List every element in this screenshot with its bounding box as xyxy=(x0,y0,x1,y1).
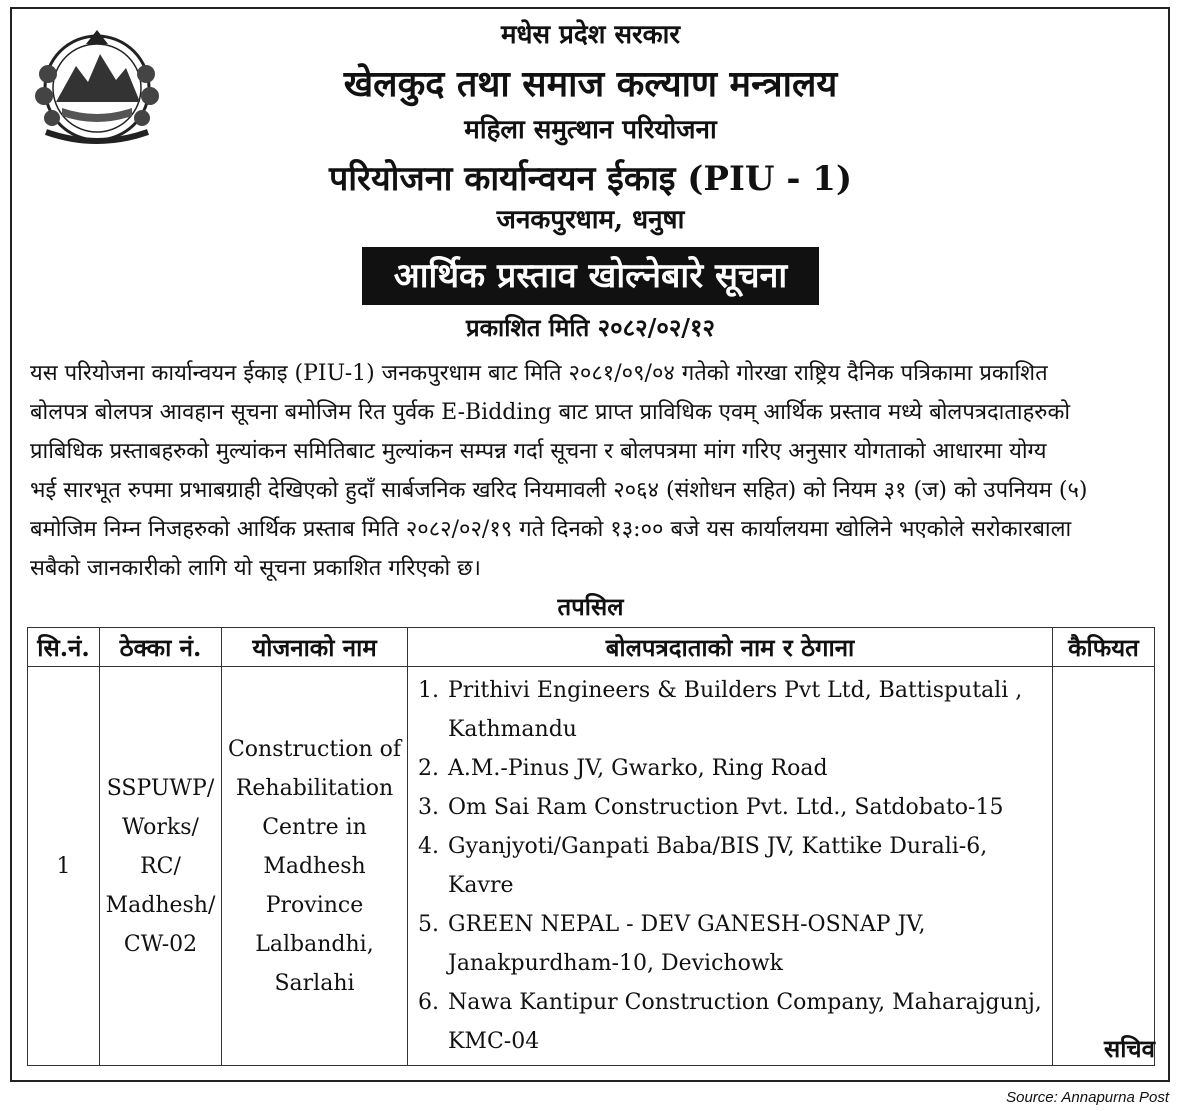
col-header-contract: ठेक्का नं. xyxy=(100,628,222,667)
bidder-number: 5. xyxy=(418,912,439,937)
bidder-line: Prithivi Engineers & Builders Pvt Ltd, Battisputali , xyxy=(448,678,1023,703)
project-line: Rehabilitation xyxy=(235,775,394,801)
col-header-bidders: बोलपत्रदाताको नाम र ठेगाना xyxy=(408,628,1053,667)
published-date: प्रकाशित मिति २०८२/०२/१२ xyxy=(465,313,716,342)
project-name: महिला समुत्थान परियोजना xyxy=(464,115,717,145)
bidder-line: A.M.-Pinus JV, Gwarko, Ring Road xyxy=(448,756,828,781)
col-header-remarks: कैफियत xyxy=(1053,628,1155,667)
project-line: Sarlahi xyxy=(274,970,355,996)
bidder-number: 6. xyxy=(418,990,439,1015)
bidder-item xyxy=(418,671,1052,749)
col-header-project: योजनाको नाम xyxy=(222,628,408,667)
contract-line: RC/ xyxy=(140,853,181,879)
body-line: बोलपत्र बोलपत्र आवहान सूचना बमोजिम रित पुर्वक E-Bidding बाट प्राप्त प्राविधिक एवम् आर्थिक प्रस्ताव मध्ये बोलपत्रदाताहरुको xyxy=(30,400,1071,425)
bidder-line: Janakpurdham-10, Devichowk xyxy=(448,951,783,976)
schedule-title: तपसिल xyxy=(557,592,624,621)
bidder-line: Gyanjyoti/Ganpati Baba/BIS JV, Kattike Durali-6, xyxy=(448,834,988,859)
bidder-number: 1. xyxy=(418,678,439,703)
body-line: बमोजिम निम्न निजहरुको आर्थिक प्रस्ताब मिति २०८२/०२/१९ गते दिनको १३:०० बजे यस कार्यालयमा खोलिने भएकोले सरोकारबाला xyxy=(30,517,1072,542)
bidder-item xyxy=(418,905,1052,983)
source-credit: Source: Annapurna Post xyxy=(1006,1089,1169,1106)
bidder-number: 3. xyxy=(418,795,439,820)
notice-body xyxy=(30,354,1158,588)
bidder-item xyxy=(418,827,1052,905)
notice-title: आर्थिक प्रस्ताव खोल्नेबारे सूचना xyxy=(362,247,819,305)
body-line: प्राबिधिक प्रस्ताबहरुको मुल्यांकन समितिबाट मुल्यांकन सम्पन्न गर्दा सूचना र बोलपत्रमा मांग गरिए अनुसार योगताको आधारमा योग्य xyxy=(30,439,1047,464)
government-name: मधेस प्रदेश सरकार xyxy=(500,20,681,50)
cell-bidders xyxy=(408,667,1053,1066)
contract-line: CW-02 xyxy=(123,931,198,957)
bidder-number: 2. xyxy=(418,756,439,781)
contract-line: Works/ xyxy=(122,814,199,840)
project-line: Centre in xyxy=(262,814,367,840)
contract-line: Madhesh/ xyxy=(105,892,216,918)
body-line: भई सारभूत रुपमा प्रभाबग्राही देखिएको हुदाँ सार्बजनिक खरिद नियमावली २०६४ (संशोधन सहित) को नियम ३१ (ज) को उपनियम (५) xyxy=(30,478,1088,503)
project-line: Madhesh xyxy=(263,853,366,879)
cell-project-name xyxy=(222,667,408,1066)
bidder-line: Nawa Kantipur Construction Company, Maharajgunj, KMC-04 xyxy=(448,990,1042,1054)
bidder-number: 4. xyxy=(418,834,439,859)
ministry-name: खेलकुद तथा समाज कल्याण मन्त्रालय xyxy=(343,63,838,105)
body-line: सबैको जानकारीको लागि यो सूचना प्रकाशित गरिएको छ। xyxy=(30,556,481,581)
project-line: Construction of xyxy=(227,736,402,762)
cell-remarks xyxy=(1053,667,1155,1066)
signature: सचिव xyxy=(1103,1034,1155,1063)
table-row xyxy=(28,667,1155,1066)
bidder-item xyxy=(418,788,1052,827)
col-header-sn: सि.नं. xyxy=(28,628,100,667)
body-line: यस परियोजना कार्यान्वयन ईकाइ (PIU-1) जनकपुरधाम बाट मिति २०८१/०९/०४ गतेको गोरखा राष्ट्रिय दैनिक पत्रिकामा प्रकाशित xyxy=(30,361,1048,386)
table-header-row xyxy=(28,628,1155,667)
bidder-line: GREEN NEPAL - DEV GANESH-OSNAP JV, xyxy=(448,912,926,937)
bid-table xyxy=(27,627,1155,1066)
bidder-item xyxy=(418,983,1052,1061)
bidder-line: Kavre xyxy=(448,873,514,898)
unit-name: परियोजना कार्यान्वयन ईकाइ (PIU - 1) xyxy=(328,159,853,199)
cell-contract-number xyxy=(100,667,222,1066)
bidder-item xyxy=(418,749,1052,788)
office-location: जनकपुरधाम, धनुषा xyxy=(496,205,685,235)
project-line: Lalbandhi, xyxy=(255,931,374,957)
bidder-list xyxy=(408,667,1052,1065)
bidder-line: Om Sai Ram Construction Pvt. Ltd., Satdobato-15 xyxy=(448,795,1004,820)
bidder-line: Kathmandu xyxy=(448,717,577,742)
contract-line: SSPUWP/ xyxy=(106,775,215,801)
cell-sn: 1 xyxy=(28,667,100,1066)
project-line: Province xyxy=(265,892,364,918)
